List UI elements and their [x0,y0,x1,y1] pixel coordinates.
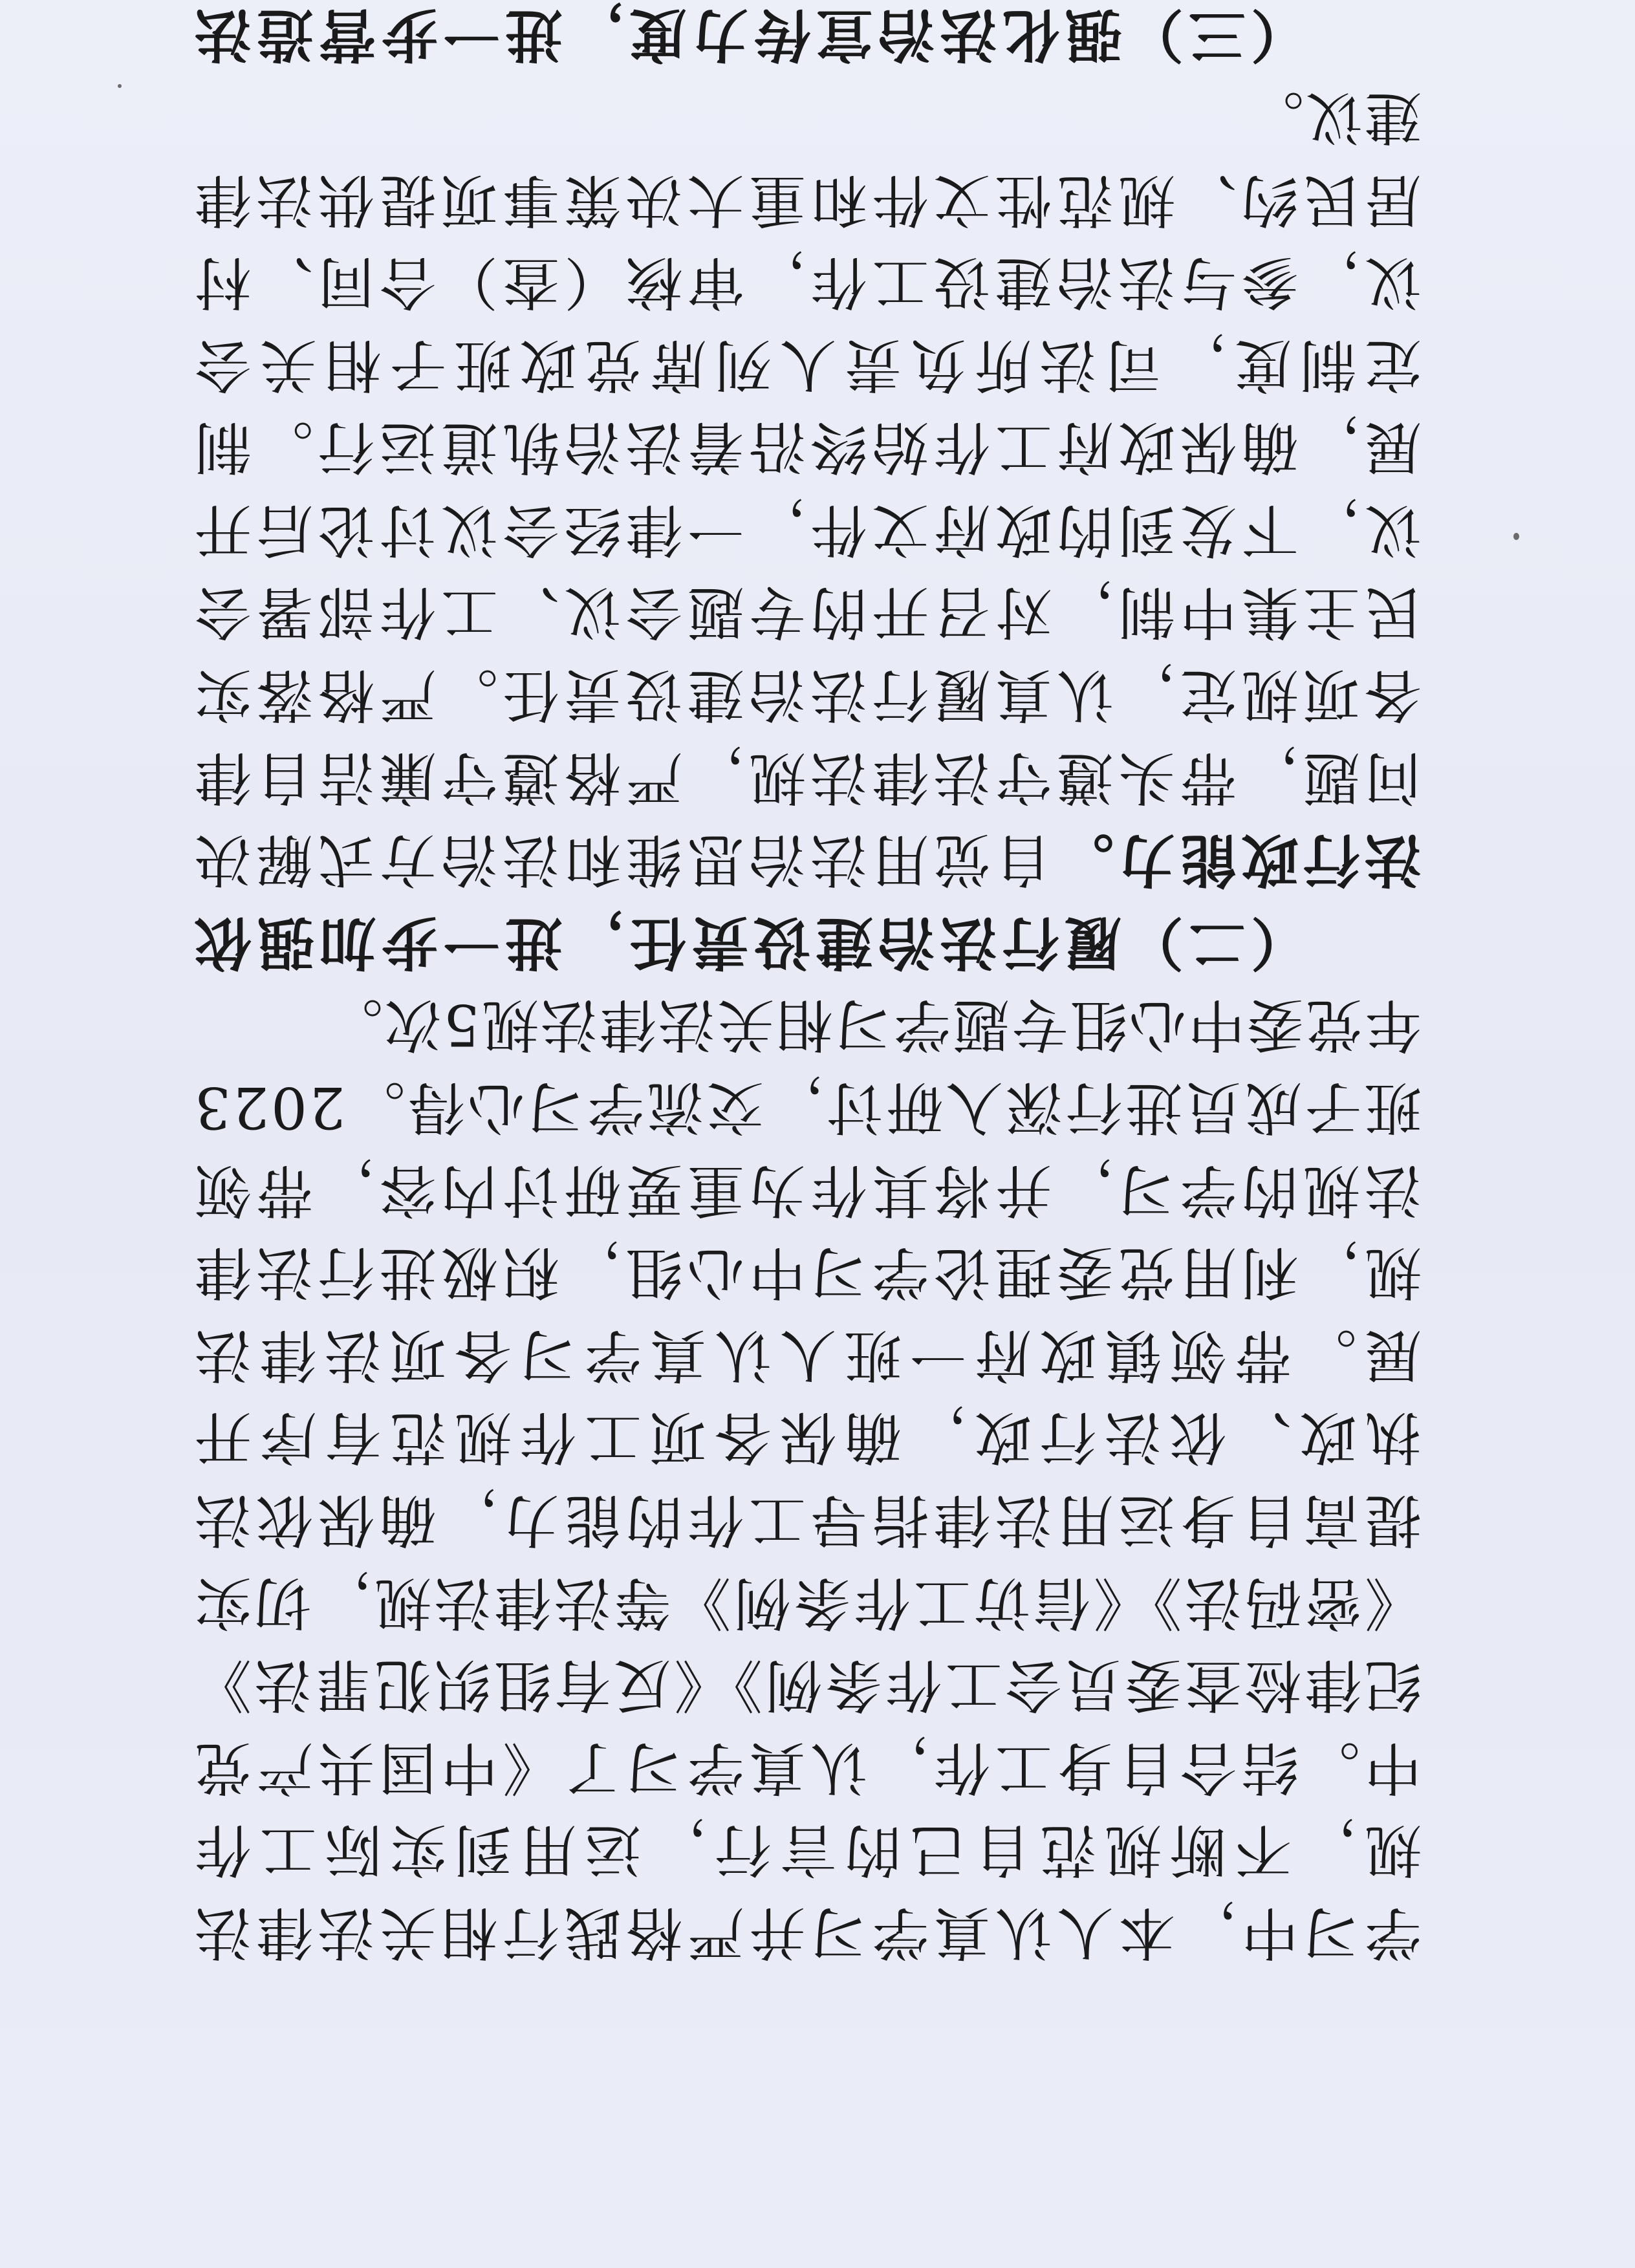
paragraph-rule-of-law-duty [193,76,1422,984]
document-body [193,0,1422,1974]
scan-speck [118,84,122,88]
paragraph-text: 学习中，本人认真学习并严格践行相关法律法规，不断规范自己的言行，运用到实际工作中。结合自身工作，认真学习了《中国共产党纪律检查委员会工作条例》《反有组织犯罪法》《密码法》《信访工作条例》等法律法规，切实提高自身运用法律指导工作的能力，确保依法执政、依法行政，确保各项工作规范有序开展。带领镇政府一班人认真学习各项法律法规，利用党委理论学习中心组，积极进行法律法规的学习，并将其作为重要研讨内容，带领班子成员进行深入研讨，交流学习心得。2023年党委中心组专题学习相关法律法规5次。 [193,991,1422,1966]
scan-speck [1513,533,1519,540]
section-heading-2: （二）履行法治建设责任，进一步加强依法行政能力。 [193,826,1422,977]
paragraph-legal-publicity [193,0,1422,76]
paragraph-text: 自觉用法治思维和法治方式解决问题，带头遵守法律法规，严格遵守廉洁自律各项规定，认真履行法治建设责任。严格落实民主集中制，对召开的专题会议、工作部署会议，下发到的政府文件，一律经会议讨论后开展，确保政府工作始终沿着法治轨道运行。制定制度，司法所负责人列席党政班子相关会议，参与法治建设工作，审核（查）合同、村居民约、规范性文件和重大决策事项提供法律建议。 [193,83,1422,894]
section-heading-3: （三）强化法治宣传力度，进一步营造法 [193,1,1308,69]
paragraph-study-laws [193,984,1422,1974]
